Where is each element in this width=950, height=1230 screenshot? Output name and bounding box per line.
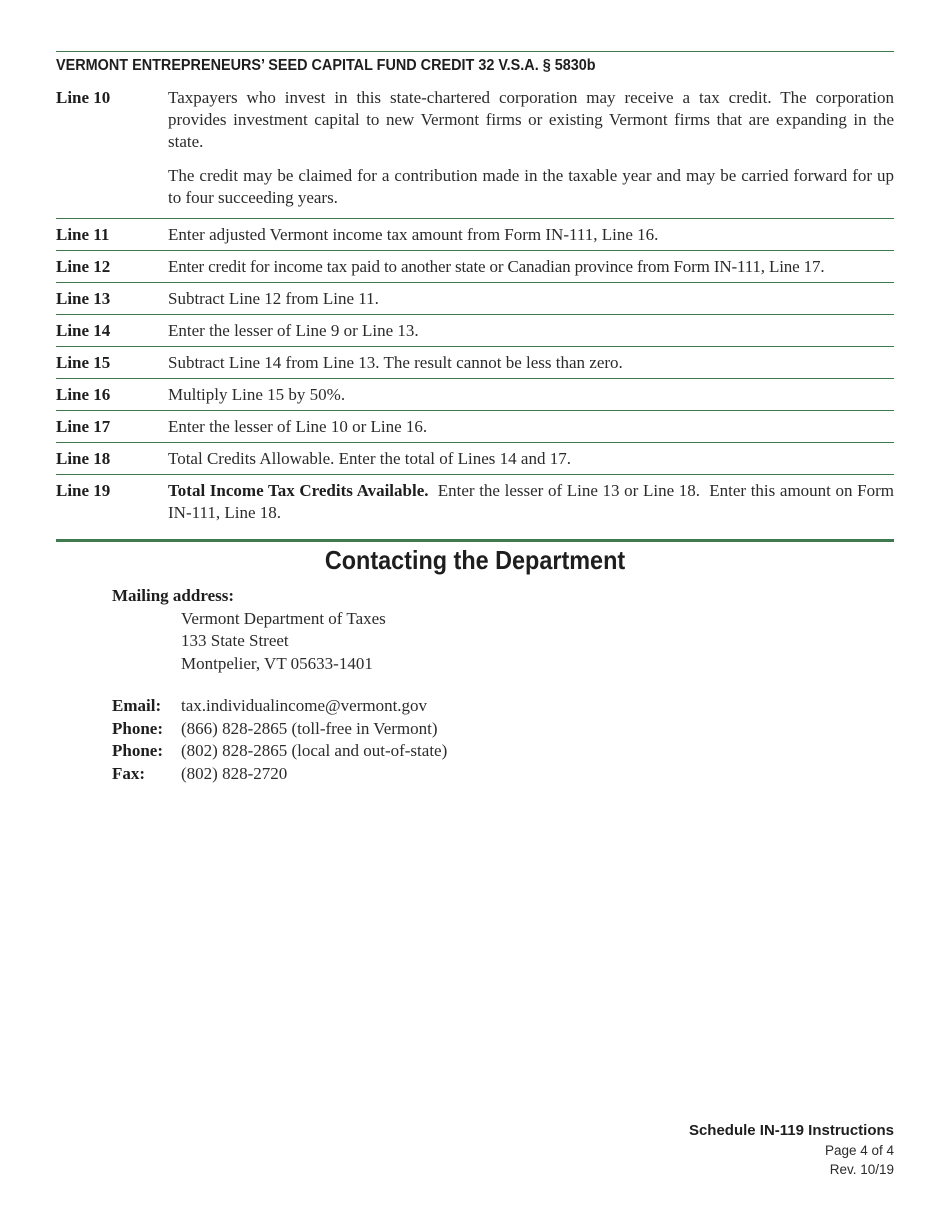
line-description: Enter the lesser of Line 10 or Line 16. [168,417,428,436]
footer-page-number: Page 4 of 4 [824,1143,894,1158]
footer-revision: Rev. 10/19 [829,1162,894,1177]
email-row [112,695,894,718]
line-description: Enter credit for income tax paid to another state or Canadian province from Form IN-111, Line 17. [168,257,825,276]
line-19-bold-lead: Total Income Tax Credits Available. [168,481,429,500]
line-label: Line 17 [56,417,111,436]
page-footer [689,1121,894,1179]
line-19-text: Enter the lesser of Line 13 or Line 18. Enter this amount on Form IN-111, Line 18. [168,481,899,522]
line-label: Line 11 [56,225,110,244]
line-11-row [56,218,894,250]
line-18-row [56,442,894,474]
fax-label: Fax: [112,763,146,783]
email-value[interactable]: tax.individualincome@vermont.gov [181,696,428,715]
phone-row [112,740,894,763]
line-label: Line 16 [56,385,111,404]
mailing-address-label: Mailing address: [112,586,235,605]
phone-label: Phone: [112,741,163,760]
line-description: Enter the lesser of Line 9 or Line 13. [168,321,419,340]
line-17-row [56,410,894,442]
line-10-paragraph-2: The credit may be claimed for a contribution made in the taxable year and may be carried forward for up to four succeeding years. [168,166,894,207]
address-line: Vermont Department of Taxes [181,608,386,628]
contact-top-rule [56,539,894,542]
mailing-address [181,608,894,676]
line-description: Enter adjusted Vermont income tax amount from Form IN-111, Line 16. [168,225,659,244]
line-16-row [56,378,894,410]
fax-row [112,763,894,786]
line-description: Total Credits Allowable. Enter the total of Lines 14 and 17. [168,449,571,468]
line-19-description [168,480,899,524]
line-13-row [56,282,894,314]
line-label: Line 19 [56,481,111,500]
line-10-description [168,87,894,209]
phone-value: (802) 828-2865 (local and out-of-state) [181,741,448,760]
line-19-row [56,474,899,528]
line-14-row [56,314,894,346]
line-12-row [56,250,894,282]
section-title: VERMONT ENTREPRENEURS’ SEED CAPITAL FUND CREDIT 32 V.S.A. § 5830b [56,57,596,74]
line-description: Subtract Line 12 from Line 11. [168,289,379,308]
fax-value: (802) 828-2720 [181,763,288,783]
address-line: 133 State Street [181,631,289,650]
contact-spacer [112,675,894,695]
instructions-page [56,51,899,785]
line-label: Line 14 [56,321,111,340]
phone-label: Phone: [112,718,163,738]
line-label: Line 18 [56,449,111,468]
address-line: Montpelier, VT 05633-1401 [181,653,373,673]
line-label: Line 13 [56,289,111,308]
email-label: Email: [112,696,162,715]
line-description: Subtract Line 14 from Line 13. The result cannot be less than zero. [168,353,623,372]
phone-value: (866) 828-2865 (toll-free in Vermont) [181,718,438,738]
phone-row [112,718,894,741]
line-label: Line 12 [56,257,111,276]
line-label: Line 15 [56,353,111,372]
line-10-row [56,77,894,218]
contact-block [112,585,894,785]
line-description: Multiply Line 15 by 50%. [168,385,346,404]
contact-heading: Contacting the Department [324,545,626,575]
line-15-row [56,346,894,378]
footer-title: Schedule IN-119 Instructions [688,1122,894,1139]
line-label: Line 10 [56,88,111,107]
line-10-paragraph-1: Taxpayers who invest in this state-chartered corporation may receive a tax credit. The corporation provides investment capital to new Vermont firms or existing Vermont firms that are expanding in the state. [168,88,894,151]
